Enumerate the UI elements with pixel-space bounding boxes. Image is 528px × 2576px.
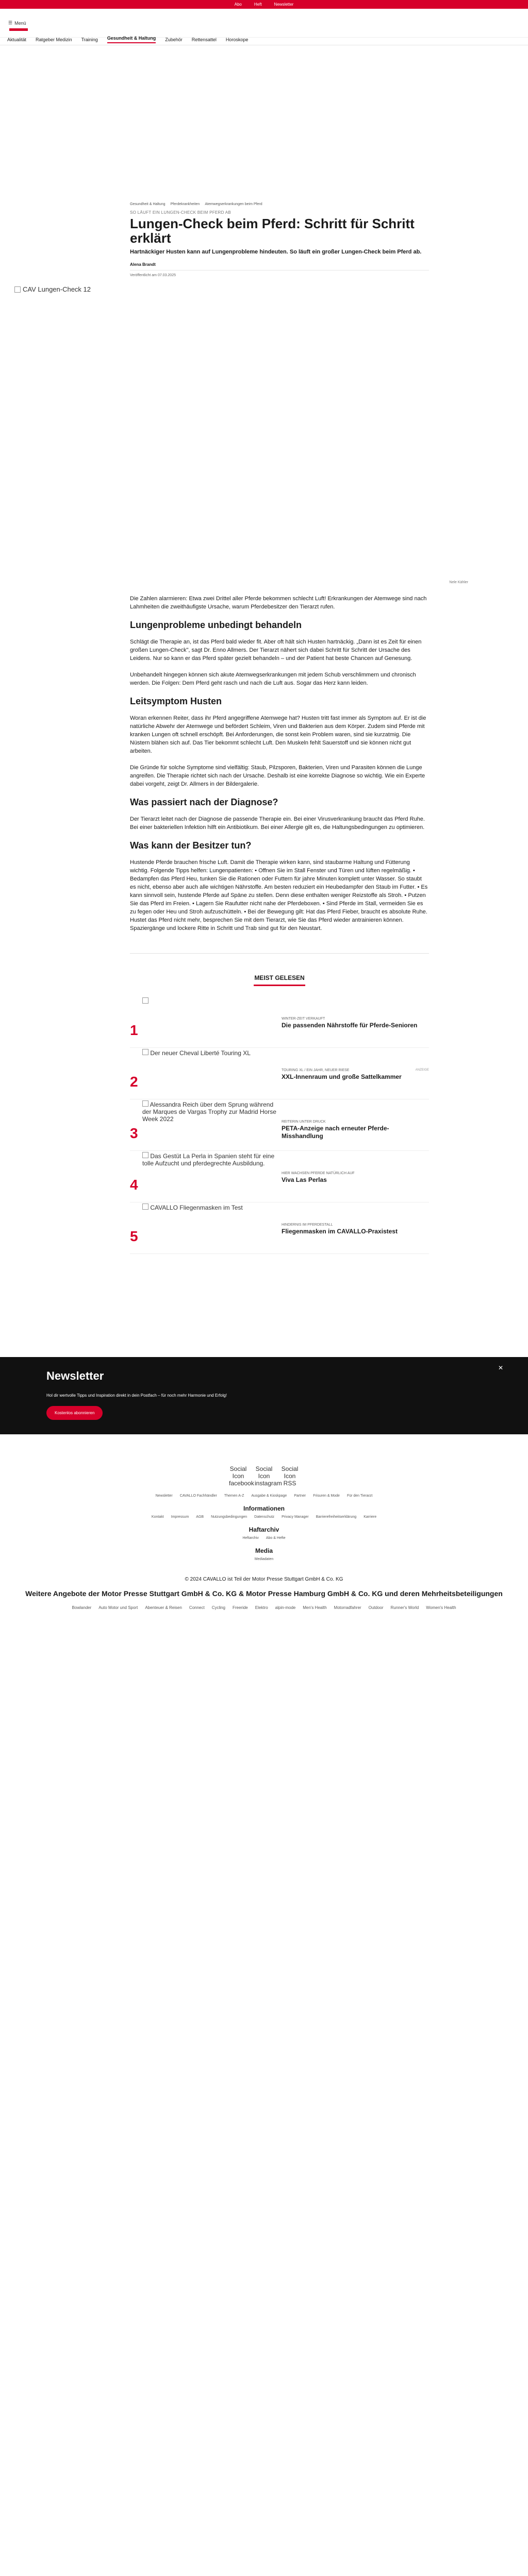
- further-offers-title: Weitere Angebote der Motor Presse Stuttgart GmbH & Co. KG & Motor Presse Hamburg GmbH & Co. KG und deren Mehrheitsbeteiligungen: [25, 1589, 503, 1598]
- partner-link[interactable]: Men's Health: [303, 1605, 327, 1610]
- top-service-bar: [0, 0, 528, 9]
- teaser-kicker-row: [282, 1172, 429, 1175]
- teaser-kicker-row: [282, 1017, 429, 1021]
- haft-links-list: [0, 1536, 528, 1540]
- teaser-kicker-row: [282, 1069, 429, 1072]
- footer-link[interactable]: CAVALLO Fachhändler: [179, 1494, 217, 1498]
- partner-link[interactable]: Connect: [189, 1605, 205, 1610]
- teaser-image[interactable]: [142, 1099, 282, 1144]
- social-links: [0, 1465, 528, 1487]
- partner-link[interactable]: Women's Health: [426, 1605, 456, 1610]
- nav-item-rettensattel[interactable]: Rettensattel: [191, 37, 217, 42]
- broken-image-icon: [142, 997, 148, 1004]
- partner-link[interactable]: Cycling: [211, 1605, 225, 1610]
- menu-label: Menü: [14, 20, 26, 26]
- teaser-text: [282, 1048, 429, 1081]
- rank-number: 5: [130, 1228, 138, 1244]
- partner-link[interactable]: Outdoor: [368, 1605, 384, 1610]
- broken-image-icon: [142, 1152, 148, 1158]
- teaser-kicker: HIER WACHSEN PFERDE NATÜRLICH AUF: [282, 1172, 355, 1175]
- teaser-image-alt: Das Gestüt La Perla in Spanien steht für eine tolle Aufzucht und pferdegrechte Ausbildung.: [142, 1153, 275, 1167]
- breadcrumb-item[interactable]: Pferdekrankheiten: [170, 202, 200, 206]
- breadcrumb-item[interactable]: Atemwegserkrankungen beim Pferd: [205, 202, 262, 206]
- paragraph: Die Gründe für solche Symptome sind vielfältig: Staub, Pilzsporen, Bakterien, Viren und Parasiten können die Lunge angreifen. Die Therapie richtet sich nach der Ursache. Deshalb ist eine korrekte Diagnose so wichtig. Wie ein Experte dabei vorgeht, zeigt Dr. Allmers in der Bildergalerie.: [130, 765, 425, 787]
- nav-item-zubehoer[interactable]: Zubehör: [165, 37, 183, 42]
- teaser-headline[interactable]: Fliegenmasken im CAVALLO-Praxistest: [282, 1228, 398, 1235]
- footer-link[interactable]: Impressum: [171, 1515, 189, 1519]
- rank-number: 4: [130, 1177, 138, 1193]
- article-title: Lungen-Check beim Pferd: Schritt für Schritt erklärt: [130, 216, 415, 246]
- site-header: [0, 9, 528, 38]
- teaser-kicker: HINDERNIS IM PFERDESTALL: [282, 1223, 333, 1227]
- footer-spacer: [0, 1612, 528, 1643]
- footer-info: [0, 1505, 528, 1519]
- nav-item-gesundheit[interactable]: Gesundheit & Haltung: [107, 36, 156, 43]
- topbar-link-abo[interactable]: Abo: [234, 2, 242, 7]
- partner-link[interactable]: Bowlander: [72, 1605, 92, 1610]
- nav-item-ratgeber[interactable]: Ratgeber Medizin: [36, 37, 72, 42]
- hero-image-alt: [14, 285, 91, 293]
- footer-link[interactable]: Nutzungsbedingungen: [211, 1515, 248, 1519]
- footer-link[interactable]: Kontakt: [151, 1515, 164, 1519]
- partner-link[interactable]: Abenteuer & Reisen: [145, 1605, 182, 1610]
- menu-button[interactable]: [8, 20, 26, 26]
- media-title: Media: [255, 1547, 273, 1554]
- teaser-headline[interactable]: Viva Las Perlas: [282, 1176, 327, 1183]
- newsletter-title: Newsletter: [46, 1369, 104, 1382]
- footer-link[interactable]: Abo & Hefte: [266, 1536, 286, 1540]
- haft-title: Haftarchiv: [249, 1526, 279, 1533]
- teaser-image[interactable]: [142, 1202, 282, 1247]
- main-navigation: [0, 34, 528, 45]
- broken-image-icon: [142, 1049, 148, 1055]
- newsletter-subscribe-button[interactable]: Kostenlos abonnieren: [46, 1406, 103, 1420]
- hamburger-icon: ☰: [8, 20, 13, 25]
- teaser-kicker: TOURING XL / EIN JAHR, NEUER RIESE: [282, 1069, 350, 1072]
- article-author[interactable]: Alena Brandt: [130, 262, 156, 267]
- footer-link[interactable]: Partner: [294, 1494, 306, 1498]
- footer-link[interactable]: Für den Tierarzt: [346, 1494, 373, 1498]
- footer-link[interactable]: Ausgabe & Kioskpage: [251, 1494, 287, 1498]
- article-intro: Hartnäckiger Husten kann auf Lungenprobleme hindeuten. So läuft ein großer Lungen-Check beim Pferd ab.: [130, 249, 422, 255]
- most-read-item[interactable]: [130, 1151, 429, 1202]
- footer-link[interactable]: Datenschutz: [254, 1515, 275, 1519]
- partner-link[interactable]: alpin-mode: [275, 1605, 296, 1610]
- site-logo[interactable]: [9, 28, 28, 31]
- teaser-text: [282, 1202, 429, 1235]
- most-read-list: [130, 996, 429, 1254]
- rss-icon[interactable]: Social Icon RSS: [281, 1465, 299, 1487]
- paragraph: Hustende Pferde brauchen frische Luft. Damit die Therapie wirken kann, sind staubarme Haltung und Fütterung wichtig. Folgende Tipps helfen: Lungenpatienten: • Offnen Sie im Stall Fenster und Türen und lüften regelmäßig. • Bedampfen das Pferd Heu, tunken Sie die Rationen oder Futtern für jahre Minuten komplett unter Wasser. So staubt es nicht, ebenso aber auch alle wichtigen Nährstoffe. Am besten reduziert ein Heubedampfer den Staub im Futter. • Es kann sinnvoll sein, hustende Pferde auf Späne zu stellen. Denn diese enthalten weniger Reizstoffe als Stroh. • Putzen Sie das Pferd im Freien. • Lagern Sie Raufutter nicht nahe der Pferdeboxen. • Sind Pferde im Stall, vermeiden Sie es zu fegen oder Heu und Stroh aufzuschütteln. • Bei der Bewegung gilt: Hat das Pferd Fieber, braucht es absolute Ruhe. Hustet das Pferd nicht mehr, besprechen Sie mit dem Tierarzt, wie Sie das Pferd wieder antrainieren können. Spaziergänge und lockere Ritte in Schritt und Trab sind gut für den Neustart.: [130, 859, 428, 931]
- image-credit: Nele Kähler: [449, 581, 468, 584]
- top-links-list: [0, 1494, 528, 1498]
- teaser-kicker: WINTER-ZEIT VERKAUFT: [282, 1017, 325, 1021]
- paragraph: Die Zahlen alarmieren: Etwa zwei Drittel aller Pferde bekommen schlecht Luft! Erkrankungen der Atemwege sind nach Lahmheiten die zweithäufigste Ursache, warum Pferdebesitzer den Tierarzt rufen.: [130, 596, 427, 610]
- footer-link[interactable]: Heftarchiv: [242, 1536, 259, 1540]
- footer-link[interactable]: Mediadaten: [254, 1557, 274, 1561]
- topbar-link-newsletter[interactable]: Newsletter: [274, 2, 294, 7]
- close-icon[interactable]: ✕: [498, 1364, 503, 1371]
- facebook-icon[interactable]: Social Icon facebook: [229, 1465, 254, 1487]
- partner-link[interactable]: Freeride: [232, 1605, 248, 1610]
- teaser-image[interactable]: [142, 996, 282, 1041]
- teaser-headline[interactable]: XXL-Innenraum und große Sattelkammer: [282, 1073, 402, 1080]
- teaser-kicker: REITERIN UNTER DRUCK: [282, 1120, 326, 1124]
- article-kicker: SO LÄUFT EIN LUNGEN-CHECK BEIM PFERD AB: [130, 210, 232, 215]
- section-heading: Was kann der Besitzer tun?: [130, 840, 252, 851]
- most-read-title: MEIST GELESEN: [254, 974, 305, 981]
- teaser-image-alt: Der neuer Cheval Liberté Touring XL: [150, 1049, 251, 1057]
- paragraph: Schlägt die Therapie an, ist das Pferd bald wieder fit. Aber oft hält sich Husten hartnäckig. „Dann ist es Zeit für einen großen Lungen-Check", sagt Dr. Enno Allmers. Der Tierarzt nähert sich dabei Schritt für Schritt der Ursache des Leidens. Nur so kann er das Pferd später gezielt behandeln – und der Patient hat beste Chancen auf Genesung.: [130, 639, 422, 662]
- footer-top-links: [0, 1494, 528, 1498]
- nav-item-aktualitaet[interactable]: Aktualität: [7, 37, 27, 42]
- teaser-image[interactable]: [142, 1048, 282, 1092]
- most-read-item[interactable]: [130, 1202, 429, 1254]
- rank-number: 3: [130, 1125, 138, 1141]
- ad-badge: ANZEIGE: [415, 1069, 429, 1072]
- info-title: Informationen: [243, 1505, 285, 1512]
- further-offers-links: [6, 1604, 522, 1612]
- teaser-text: [282, 1151, 429, 1184]
- nav-item-training[interactable]: Training: [81, 37, 98, 42]
- footer-link[interactable]: Privacy Manager: [282, 1515, 309, 1519]
- newsletter-banner: [0, 1357, 528, 1434]
- partner-link[interactable]: Auto Motor und Sport: [98, 1605, 138, 1610]
- footer-link[interactable]: Barrierefreiheitserklärung: [316, 1515, 357, 1519]
- teaser-headline[interactable]: PETA-Anzeige nach erneuter Pferde-Misshandlung: [282, 1125, 389, 1140]
- partner-link[interactable]: Elektro: [255, 1605, 268, 1610]
- footer-link[interactable]: Frisuren & Mode: [313, 1494, 340, 1498]
- article-body: [130, 595, 429, 933]
- broken-image-icon: [142, 1100, 148, 1107]
- teaser-text: [282, 1099, 429, 1140]
- article: [23, 202, 468, 933]
- teaser-text: [282, 996, 429, 1029]
- divider: [130, 953, 429, 954]
- teaser-kicker-row: [282, 1223, 429, 1227]
- hero-alt-text: CAV Lungen-Check 12: [23, 285, 91, 293]
- instagram-icon[interactable]: Social Icon instagram: [255, 1465, 282, 1487]
- teaser-image[interactable]: [142, 1151, 282, 1195]
- paragraph: Der Tierarzt leitet nach der Diagnose die passende Therapie ein. Bei einer Virusverkrankung braucht das Pferd Ruhe. Bei einer bakteriellen Infektion hilft ein Antibiotikum. Bei einer Allergie gilt es, die Haltungsbedingungen zu optimieren.: [130, 816, 425, 831]
- paragraph: Woran erkennen Reiter, dass ihr Pferd angegriffene Atemwege hat? Husten tritt fast immer als Symptom auf. Er ist die natürliche Abwehr der Atemwege und befördert Schleim, Viren und Bakterien aus dem Körper. Zudem sind Pferde mit kranken Lungen oft schnell erschöpft. Bei Anforderungen, die sonst kein Problem waren, sind sie kurzatmig. Die Nüstern blähen sich auf. Das Tier bekommt schlecht Luft. Den Muskeln fehlt Sauerstoff und sie können nicht gut arbeiten.: [130, 715, 426, 754]
- partner-link[interactable]: Motorradfahrer: [334, 1605, 361, 1610]
- breadcrumb: [130, 202, 429, 206]
- logo-wrap: [0, 28, 528, 31]
- teaser-image-alt: CAVALLO Fliegenmasken im Test: [150, 1204, 243, 1211]
- section-heading: Was passiert nach der Diagnose?: [130, 797, 278, 807]
- section-heading: Lungenprobleme unbedingt behandeln: [130, 620, 302, 630]
- hero-image: [10, 285, 526, 584]
- footer-media: [0, 1547, 528, 1561]
- most-read-underline: [254, 985, 305, 986]
- copyright: © 2024 CAVALLO ist Teil der Motor Presse Stuttgart GmbH & Co. KG: [185, 1577, 343, 1582]
- broken-image-icon: [14, 286, 21, 293]
- paragraph: Unbehandelt hingegen können sich akute Atemwegserkrankungen mit jedem Schub verschlimmern und chronisch werden. Die Folgen: Dem Pferd geht rasch und nach die Luft aus. Sogar das Herz kann leiden.: [130, 672, 416, 686]
- broken-image-icon: [142, 1204, 148, 1210]
- teaser-kicker-row: [282, 1120, 429, 1124]
- media-links-list: [0, 1557, 528, 1561]
- footer-link[interactable]: Karriere: [364, 1515, 377, 1519]
- footer-link[interactable]: Themen A-Z: [224, 1494, 244, 1498]
- footer-haftarchiv: [0, 1526, 528, 1540]
- footer-link[interactable]: AGB: [196, 1515, 204, 1519]
- rank-number: 1: [130, 1022, 138, 1038]
- section-heading: Leitsymptom Husten: [130, 696, 222, 706]
- most-read-item[interactable]: [130, 1099, 429, 1151]
- teaser-headline[interactable]: Die passenden Nährstoffe für Pferde-Senioren: [282, 1022, 418, 1029]
- breadcrumb-item[interactable]: Gesundheit & Haltung: [130, 202, 166, 206]
- partner-link[interactable]: Runner's World: [390, 1605, 419, 1610]
- newsletter-text: Hol dir wertvolle Tipps und Inspiration direkt in dein Postfach – für noch mehr Harmonie und Erfolg!: [46, 1393, 227, 1398]
- nav-item-horoskope[interactable]: Horoskope: [225, 37, 249, 42]
- most-read-item[interactable]: [130, 996, 429, 1048]
- most-read-section: [130, 974, 429, 1254]
- footer-link[interactable]: Newsletter: [155, 1494, 173, 1498]
- info-links-list: [0, 1515, 528, 1519]
- ad-placeholder: [0, 45, 528, 202]
- rank-number: 2: [130, 1074, 138, 1090]
- topbar-link-heft[interactable]: Heft: [254, 2, 262, 7]
- teaser-image-alt: Alessandra Reich über dem Sprung während der Marques de Vargas Trophy zur Madrid Horse Week 2022: [142, 1101, 276, 1123]
- most-read-item[interactable]: [130, 1048, 429, 1099]
- publish-date: Veröffentlicht am 07.03.2025: [130, 270, 429, 277]
